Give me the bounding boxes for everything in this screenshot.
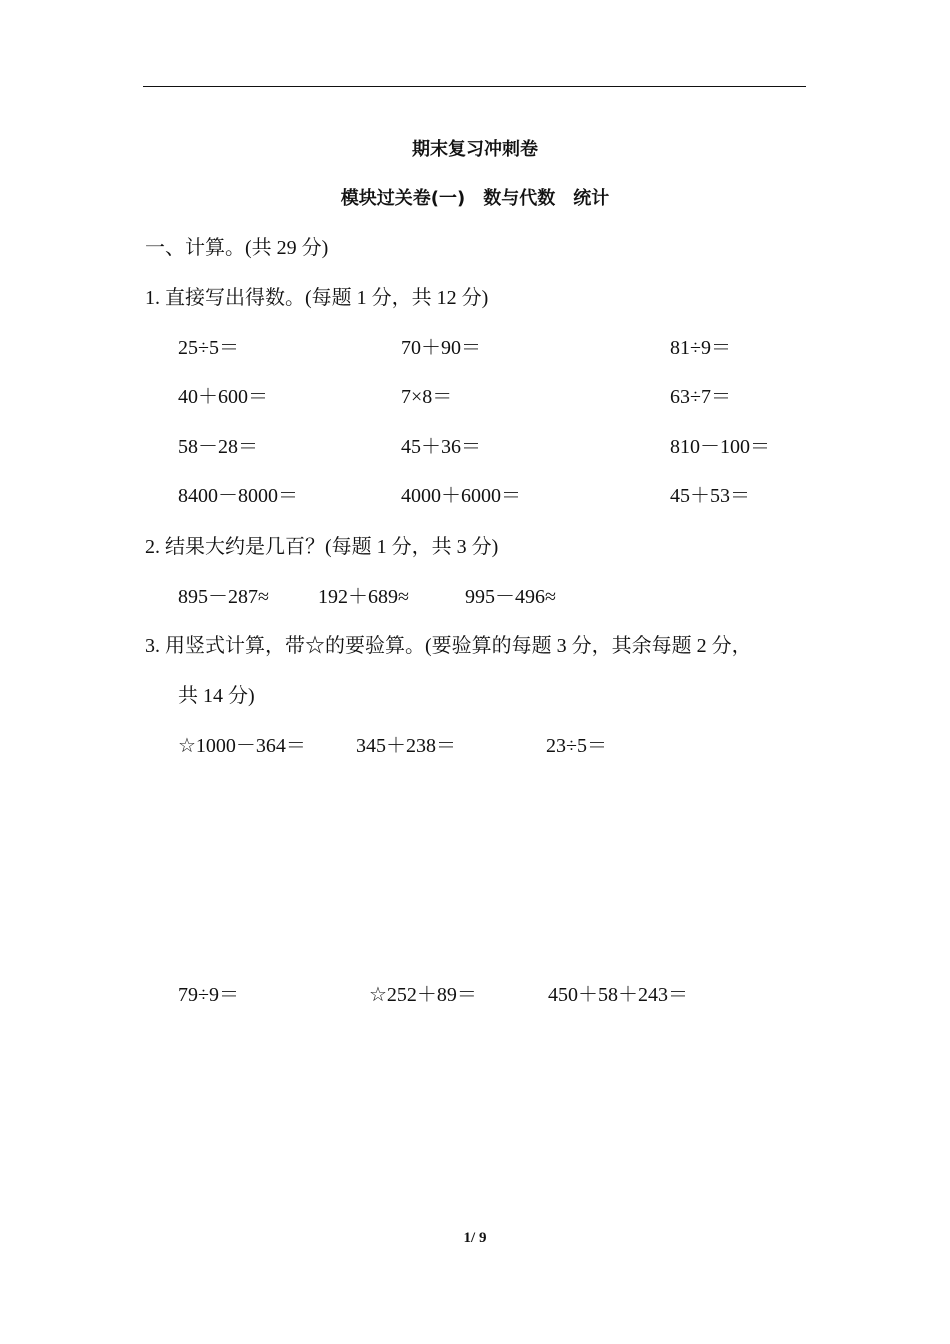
page-number: 1/ 9 [463, 1230, 487, 1246]
estimate-item: 895－287≈ [178, 586, 269, 608]
vertical-calc-item: 345＋238＝ [356, 735, 456, 757]
estimate-item: 995－496≈ [465, 586, 556, 608]
calc-item: 45＋53＝ [670, 485, 750, 507]
question-3-label: 3. 用竖式计算，带☆的要验算。(要验算的每题 3 分，其余每题 2 分， [145, 635, 752, 657]
calc-item: 7×8＝ [401, 386, 453, 408]
vertical-calc-item: ☆1000－364＝ [178, 735, 306, 757]
vertical-calc-item: 23÷5＝ [546, 735, 607, 757]
vertical-calc-item: 79÷9＝ [178, 984, 239, 1006]
calc-item: 810－100＝ [670, 436, 770, 458]
page-title: 期末复习冲刺卷 [412, 139, 538, 160]
header-rule [143, 86, 806, 87]
calc-item: 25÷5＝ [178, 337, 239, 359]
section-heading: 一、计算。(共 29 分) [145, 237, 329, 259]
calc-item: 40＋600＝ [178, 386, 268, 408]
calc-item: 4000＋6000＝ [401, 485, 521, 507]
calc-item: 45＋36＝ [401, 436, 481, 458]
calc-item: 58－28＝ [178, 436, 258, 458]
question-3-label-cont: 共 14 分) [178, 685, 255, 707]
vertical-calc-item: 450＋58＋243＝ [548, 984, 688, 1006]
calc-item: 70＋90＝ [401, 337, 481, 359]
question-2-label: 2. 结果大约是几百？(每题 1 分，共 3 分) [145, 536, 499, 558]
page-subtitle: 模块过关卷(一) 数与代数 统计 [340, 188, 610, 209]
calc-item: 81÷9＝ [670, 337, 731, 359]
calc-item: 8400－8000＝ [178, 485, 298, 507]
question-1-label: 1. 直接写出得数。(每题 1 分，共 12 分) [145, 287, 489, 309]
calc-item: 63÷7＝ [670, 386, 731, 408]
estimate-item: 192＋689≈ [318, 586, 409, 608]
vertical-calc-item: ☆252＋89＝ [369, 984, 477, 1006]
